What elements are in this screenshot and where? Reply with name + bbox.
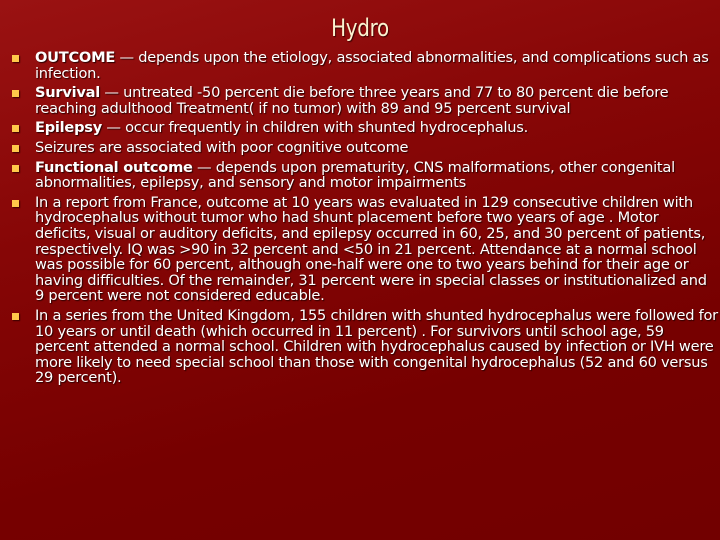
bullet-seizures: [10, 140, 718, 156]
square-bullet-icon: [12, 125, 19, 132]
bullet-text: — depends upon prematurity, CNS malformations, other congenital abnormalities, epilepsy, and sensory and motor impairments: [35, 158, 675, 192]
bullet-text: — occur frequently in children with shunted hydrocephalus.: [101, 119, 528, 137]
bullet-functional-outcome: [10, 160, 718, 191]
square-bullet-icon: [12, 90, 19, 97]
bullet-heading: Epilepsy: [35, 119, 102, 137]
bullet-france-report: [10, 195, 718, 304]
bullet-text: — untreated -50 percent die before three years and 77 to 80 percent die before reaching adulthood Treatment( if no tumor) with 89 and 95 percent survival: [35, 84, 669, 117]
bullet-heading: Functional outcome: [35, 158, 193, 176]
square-bullet-icon: [12, 145, 19, 152]
bullet-list: [10, 50, 718, 390]
square-bullet-icon: [12, 165, 19, 172]
bullet-survival: [10, 85, 718, 116]
bullet-text: In a report from France, outcome at 10 years was evaluated in 129 consecutive children with hydrocephalus without tumor who had shunt placement before two years of age . Motor deficits, visual or auditory deficits, and epilepsy occurred in 60, 25, and 30 percent of patients, respectively. IQ was >90 in 32 percent and <50 in 21 percent. Attendance at a normal school was possible for 60 percent, although one-half were one to two years behind for their age or having difficulties. Of the remainder, 31 percent were in special classes or institutionalized and 9 percent were not considered educable.: [35, 193, 707, 305]
slide-title: Hydro: [331, 14, 389, 42]
bullet-epilepsy: [10, 120, 718, 136]
bullet-text: In a series from the United Kingdom, 155 children with shunted hydrocephalus were followed for 10 years or until death (which occurred in 11 percent) . For survivors until school age, 59 percent attended a normal school. Children with hydrocephalus caused by infection or IVH were more likely to need special school than those with congenital hydrocephalus (52 and 60 versus 29 percent).: [35, 306, 718, 387]
bullet-heading: OUTCOME: [35, 49, 116, 66]
square-bullet-icon: [12, 200, 19, 207]
bullet-text: — depends upon the etiology, associated abnormalities, and complications such as infection.: [35, 49, 709, 82]
bullet-heading: Survival: [35, 84, 100, 102]
square-bullet-icon: [12, 313, 19, 320]
bullet-outcome: [10, 50, 718, 81]
bullet-uk-series: [10, 308, 718, 386]
bullet-text: Seizures are associated with poor cognitive outcome: [35, 138, 409, 156]
square-bullet-icon: [12, 55, 19, 62]
